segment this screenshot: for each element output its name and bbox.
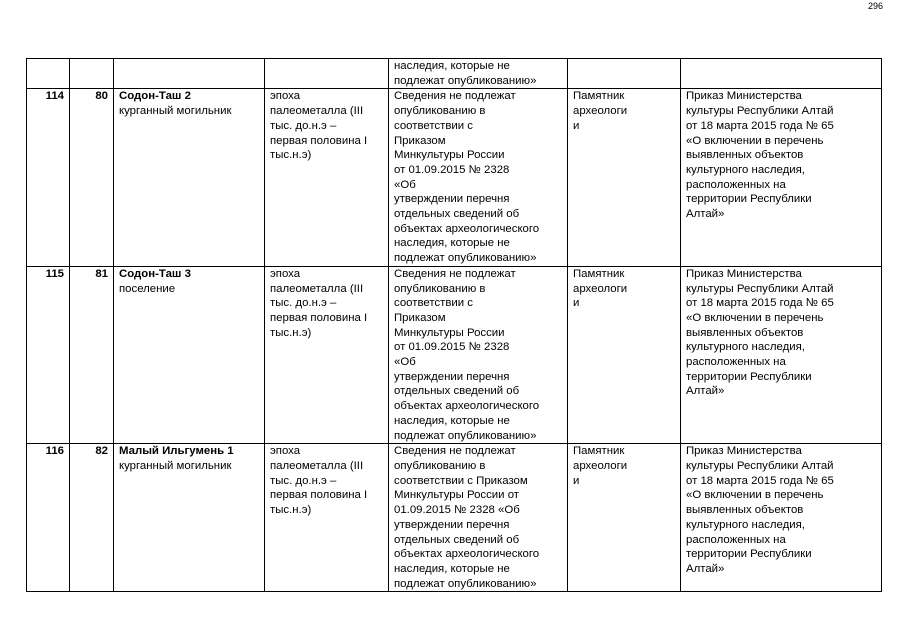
cell-dating [265, 59, 389, 89]
cell-list-no: 81 [70, 266, 114, 443]
cell-category [568, 59, 681, 89]
cell-category: Памятник археологи и [568, 266, 681, 443]
table-row [27, 89, 882, 266]
cell-dating: эпоха палеометалла (III тыс. до.н.э – первая половина I тыс.н.э) [265, 266, 389, 443]
cell-dating: эпоха палеометалла (III тыс. до.н.э – первая половина I тыс.н.э) [265, 89, 389, 266]
object-type: поселение [119, 282, 176, 295]
table-row-carryover [27, 59, 882, 89]
cell-list-no: 80 [70, 89, 114, 266]
cell-dating: эпоха палеометалла (III тыс. до.н.э – первая половина I тыс.н.э) [265, 444, 389, 592]
object-name: Малый Ильгумень 1 [119, 445, 234, 458]
cell-info: Сведения не подлежат опубликованию в соответствии с Приказом Минкультуры России от 01.09.2015 № 2328 «Об утверждении перечня отдельных сведений об объектах археологического наследия, которые не подлежат опубликованию» [389, 266, 568, 443]
cell-name [114, 444, 265, 592]
table-row [27, 266, 882, 443]
cell-document: Приказ Министерства культуры Республики Алтай от 18 марта 2015 года № 65 «О включении в перечень выявленных объектов культурного наследия, расположенных на территории Республики Алтай» [681, 89, 882, 266]
cell-info: Сведения не подлежат опубликованию в соответствии с Приказом Минкультуры России от 01.09.2015 № 2328 «Об утверждении перечня отдельных сведений об объектах археологического наследия, которые не подлежат опубликованию» [389, 89, 568, 266]
object-type: курганный могильник [119, 459, 232, 472]
object-name: Содон-Таш 3 [119, 267, 191, 280]
cell-registry-no: 114 [27, 89, 70, 266]
cell-document: Приказ Министерства культуры Республики Алтай от 18 марта 2015 года № 65 «О включении в перечень выявленных объектов культурного наследия, расположенных на территории Республики Алтай» [681, 444, 882, 592]
cell-document [681, 59, 882, 89]
cell-category: Памятник археологи и [568, 444, 681, 592]
object-type: курганный могильник [119, 105, 232, 118]
page-number: 296 [867, 1, 883, 11]
cell-name [114, 266, 265, 443]
cell-registry-no: 116 [27, 444, 70, 592]
cell-info: наследия, которые не подлежат опубликованию» [389, 59, 568, 89]
cell-list-no: 82 [70, 444, 114, 592]
object-name: Содон-Таш 2 [119, 90, 191, 103]
table-row [27, 444, 882, 592]
cell-list-no [70, 59, 114, 89]
cell-info: Сведения не подлежат опубликованию в соответствии с Приказом Минкультуры России от 01.09.2015 № 2328 «Об утверждении перечня отдельных сведений об объектах археологического наследия, которые не подлежат опубликованию» [389, 444, 568, 592]
cell-document: Приказ Министерства культуры Республики Алтай от 18 марта 2015 года № 65 «О включении в перечень выявленных объектов культурного наследия, расположенных на территории Республики Алтай» [681, 266, 882, 443]
cell-name [114, 89, 265, 266]
cell-registry-no: 115 [27, 266, 70, 443]
cell-category: Памятник археологи и [568, 89, 681, 266]
cell-name [114, 59, 265, 89]
heritage-registry-table [26, 58, 882, 592]
cell-registry-no [27, 59, 70, 89]
